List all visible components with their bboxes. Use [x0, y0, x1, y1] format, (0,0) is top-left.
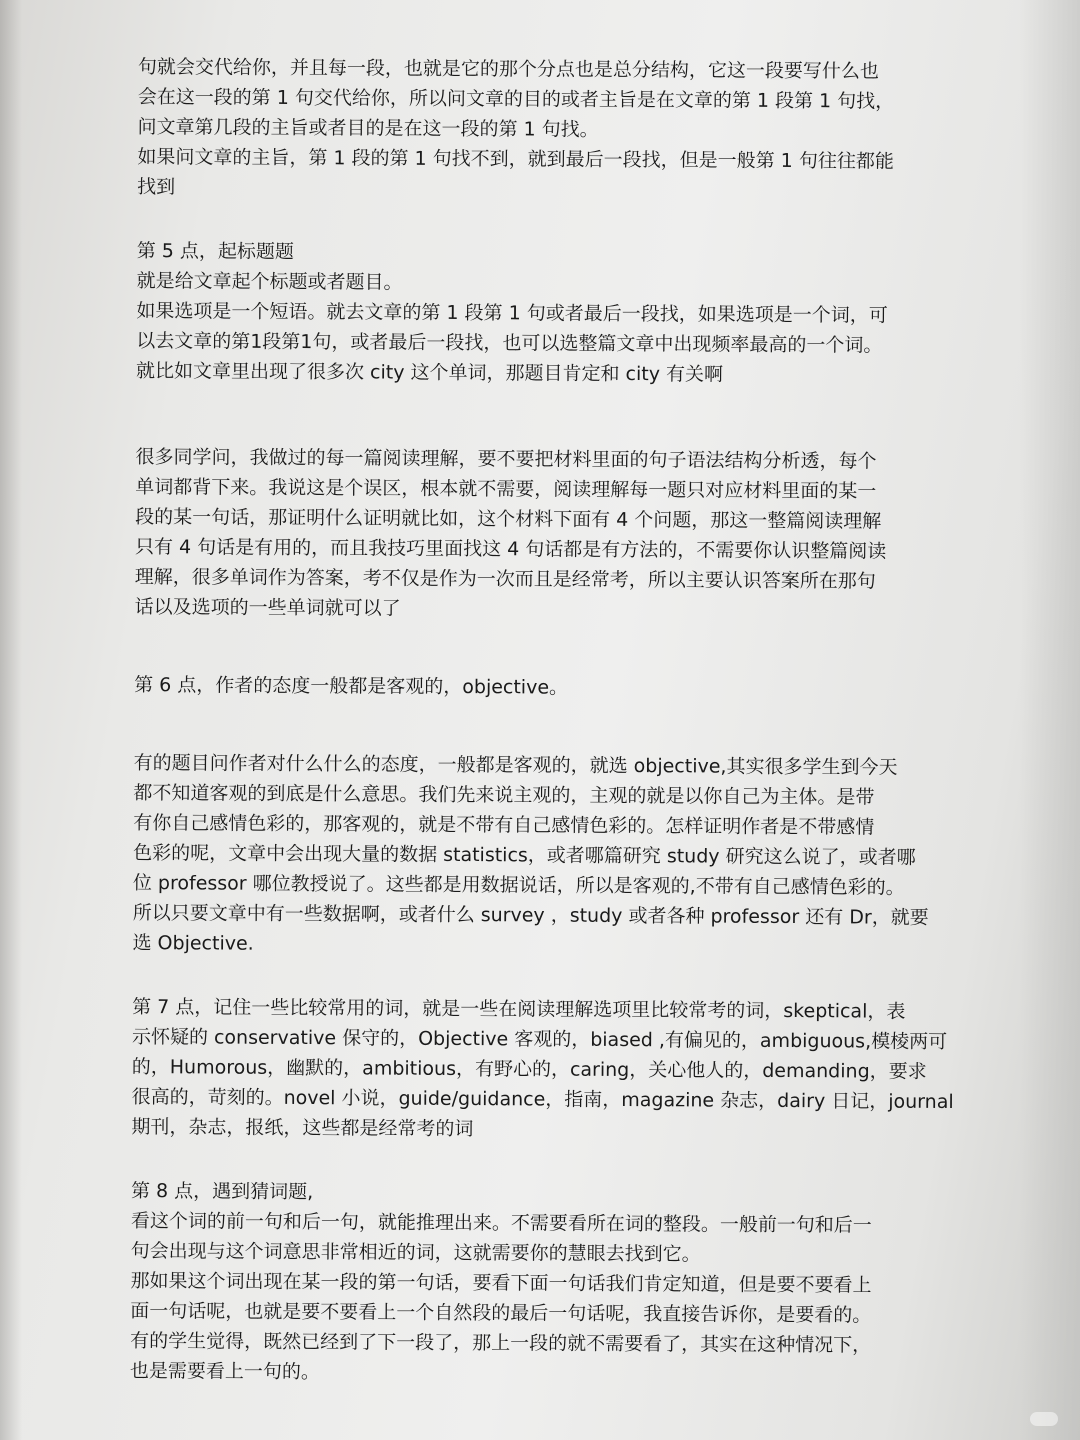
paragraph-point-5: 就是给文章起个标题或者题目。 如果选项是一个短语。就去文章的第 1 段第 1 句或者最后一段找，如果选项是一个词，可 以去文章的第1段第1句，或者最后一段找，也可以选整篇文章中出现频率最高的一个词。 就比如文章里出现了很多次 city 这个单词，那题目肯定和 city 有关啊: [135, 269, 888, 386]
watermark-icon: [1030, 1412, 1058, 1426]
heading-point-5: 第 5 点，起标题题: [136, 239, 295, 263]
spacer: [132, 958, 962, 997]
spacer: [137, 202, 967, 241]
heading-point-6: 第 6 点，作者的态度一般都是客观的，objective。: [134, 673, 569, 699]
spacer: [136, 386, 966, 447]
paragraph-point-7: 第 7 点，记住一些比较常用的词，就是一些在阅读理解选项里比较常考的词，skeptical，表 示怀疑的 conservative 保守的，Objective 客观的，biased ,有偏见的，ambiguous,模棱两可 的，Humorous，幽默的，ambitious，有野心的，caring，关心他人的，demanding，要求 很高的，苛刻的。novel 小说，guide/guidance，指南，magazine 杂志，dairy 日记，journal 期刊，杂志，报纸，这些都是经常考的词: [131, 995, 954, 1141]
paragraph-point-8: 看这个词的前一句和后一句，就能推理出来。不需要看所在词的整段。一般前一句和后一 句会出现与这个词意思非常相近的词，这就需要你的慧眼去找到它。 那如果这个词出现在某一段的第一句话，要看下面一句话我们肯定知道，但是要不要看上 面一句话呢，也就是要不要看上一个自然段的最后一句话呢，我直接告诉你，是要看的。 有的学生觉得，既然已经到了下一段了，那上一段的就不需要看了，其实在这种情况下， 也是需要看上一句的。: [129, 1209, 872, 1384]
page-curl-shading: [1020, 0, 1080, 1440]
paragraph-reading-tips: 很多同学问，我做过的每一篇阅读理解，要不要把材料里面的句子语法结构分析透，每个 单词都背下来。我说这是个误区，根本就不需要，阅读理解每一题只对应材料里面的某一 段的某一句话，那证明什么证明就比如，这个材料下面有 4 个问题，那这一整篇阅读理解 只有 4 句话是有用的，而且我技巧里面找这 4 句话都是有方法的，不需要你认识整篇阅读 理解，很多单词作为答案，考不仅是作为一次而且是经常考，所以主要认识答案所在那句 话以及选项的一些单词就可以了: [134, 445, 887, 620]
spacer: [134, 700, 964, 753]
heading-point-8: 第 8 点，遇到猜词题,: [130, 1179, 314, 1204]
spacer: [134, 622, 964, 675]
paragraph-main-idea: 句就会交代给你，并且每一段，也就是它的那个分点也是总分结构，它这一段要写什么也 会在这一段的第 1 句交代给你，所以问文章的目的或者主旨是在文章的第 1 段第 1 句找， 问文章第几段的主旨或者目的是在这一段的第 1 句找。 如果问文章的主旨，第 1 段的第 1 句找不到，就到最后一段找，但是一般第 1 句往往都能 找到: [137, 55, 895, 199]
document-body: [130, 52, 968, 1391]
paragraph-point-6: 有的题目问作者对什么什么的态度，一般都是客观的，就选 objective,其实很多学生到今天 都不知道客观的到底是什么意思。我们先来说主观的，主观的就是以你自己为主体。是带 有你自己感情色彩的，那客观的，就是不带有自己感情色彩的。怎样证明作者是不带感情 色彩的呢，文章中会出现大量的数据 statistics，或者哪篇研究 study 研究这么说了，或者哪 位 professor 哪位教授说了。这些都是用数据说话，所以是客观的,不带有自己感情色彩的。 所以只要文章中有一些数据啊，或者什么 survey ，study 或者各种 professor 还有 Dr，就要 选 Objective.: [132, 751, 929, 955]
page-edge-shadow: [0, 0, 22, 1440]
spacer: [131, 1142, 961, 1181]
